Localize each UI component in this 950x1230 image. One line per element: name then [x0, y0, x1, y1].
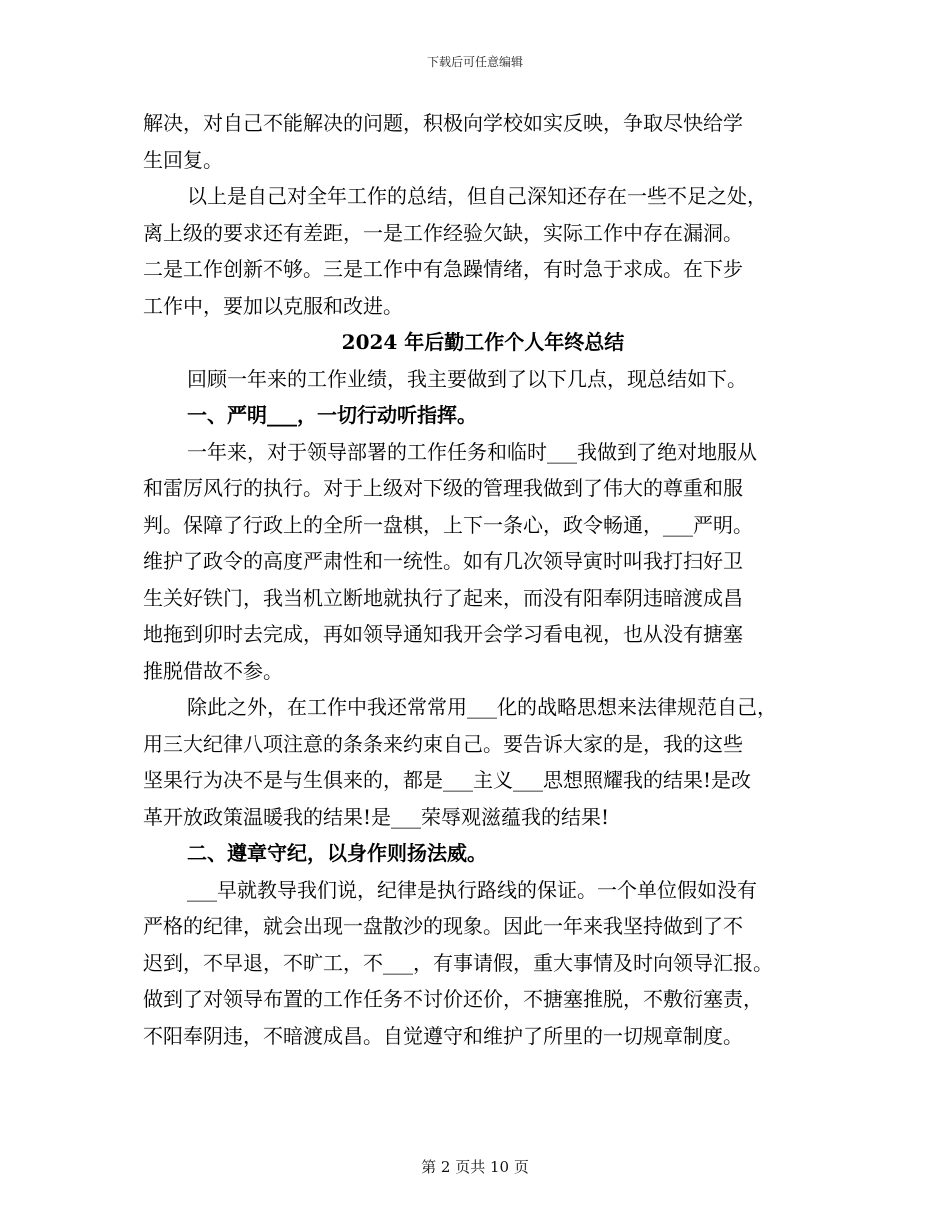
paragraph-line: 严格的纪律，就会出现一盘散沙的现象。因此一年来我坚持做到了不	[143, 914, 743, 938]
paragraph-line: 一年来，对于领导部署的工作任务和临时___我做到了绝对地服从	[187, 439, 757, 464]
paragraph-line: 迟到，不早退，不旷工，不___，有事请假，重大事情及时向领导汇报。	[143, 950, 773, 975]
paragraph-line: 和雷厉风行的执行。对于上级对下级的管理我做到了伟大的尊重和服	[143, 476, 743, 500]
paragraph-line: ___早就教导我们说，纪律是执行路线的保证。一个单位假如没有	[187, 877, 757, 902]
paragraph-line: 维护了政令的高度严肃性和一统性。如有几次领导寅时叫我打扫好卫	[143, 549, 743, 573]
page-footer: 第 2 页共 10 页	[421, 1158, 529, 1176]
section-title: 2024 年后勤工作个人年终总结	[341, 330, 625, 354]
paragraph-line: 推脱借故不参。	[143, 658, 283, 683]
paragraph-line: 二是工作创新不够。三是工作中有急躁情绪，有时急于求成。在下步	[143, 257, 743, 281]
paragraph-line: 不阳奉阴违，不暗渡成昌。自觉遵守和维护了所里的一切规章制度。	[143, 1023, 743, 1048]
paragraph-line: 生关好铁门，我当机立断地就执行了起来，而没有阳奉阴违暗渡成昌	[143, 585, 743, 610]
paragraph-line: 除此之外，在工作中我还常常用___化的战略思想来法律规范自己，	[187, 695, 777, 719]
document-body	[143, 105, 823, 1054]
paragraph-line: 以上是自己对全年工作的总结，但自己深知还存在一些不足之处，	[187, 184, 767, 208]
paragraph-line: 离上级的要求还有差距，一是工作经验欠缺，实际工作中存在漏洞。	[143, 220, 743, 245]
section-heading: 一、严明___，一切行动听指挥。	[187, 403, 477, 427]
paragraph-line: 回顾一年来的工作业绩，我主要做到了以下几点，现总结如下。	[187, 366, 747, 391]
paragraph-line: 坚果行为决不是与生俱来的，都是___主义___思想照耀我的结果!是改	[143, 768, 752, 792]
paragraph-line: 地拖到卯时去完成，再如领导通知我开会学习看电视，也从没有搪塞	[143, 622, 743, 646]
paragraph-line: 生回复。	[143, 147, 223, 172]
paragraph-line: 革开放政策温暖我的结果!是___荣辱观滋蕴我的结果!	[143, 804, 610, 829]
paragraph-line: 用三大纪律八项注意的条条来约束自己。要告诉大家的是，我的这些	[143, 731, 743, 756]
paragraph-line: 判。保障了行政上的全所一盘棋，上下一条心，政令畅通，___严明。	[143, 512, 753, 537]
section-heading: 二、遵章守纪，以身作则扬法威。	[187, 841, 487, 865]
paragraph-line: 解决，对自己不能解决的问题，积极向学校如实反映，争取尽快给学	[143, 111, 743, 135]
paragraph-line: 工作中，要加以克服和改进。	[143, 293, 403, 318]
paragraph-line: 做到了对领导布置的工作任务不讨价还价，不搪塞推脱，不敷衍塞责，	[143, 987, 763, 1011]
page-header: 下载后可任意编辑	[426, 55, 523, 69]
